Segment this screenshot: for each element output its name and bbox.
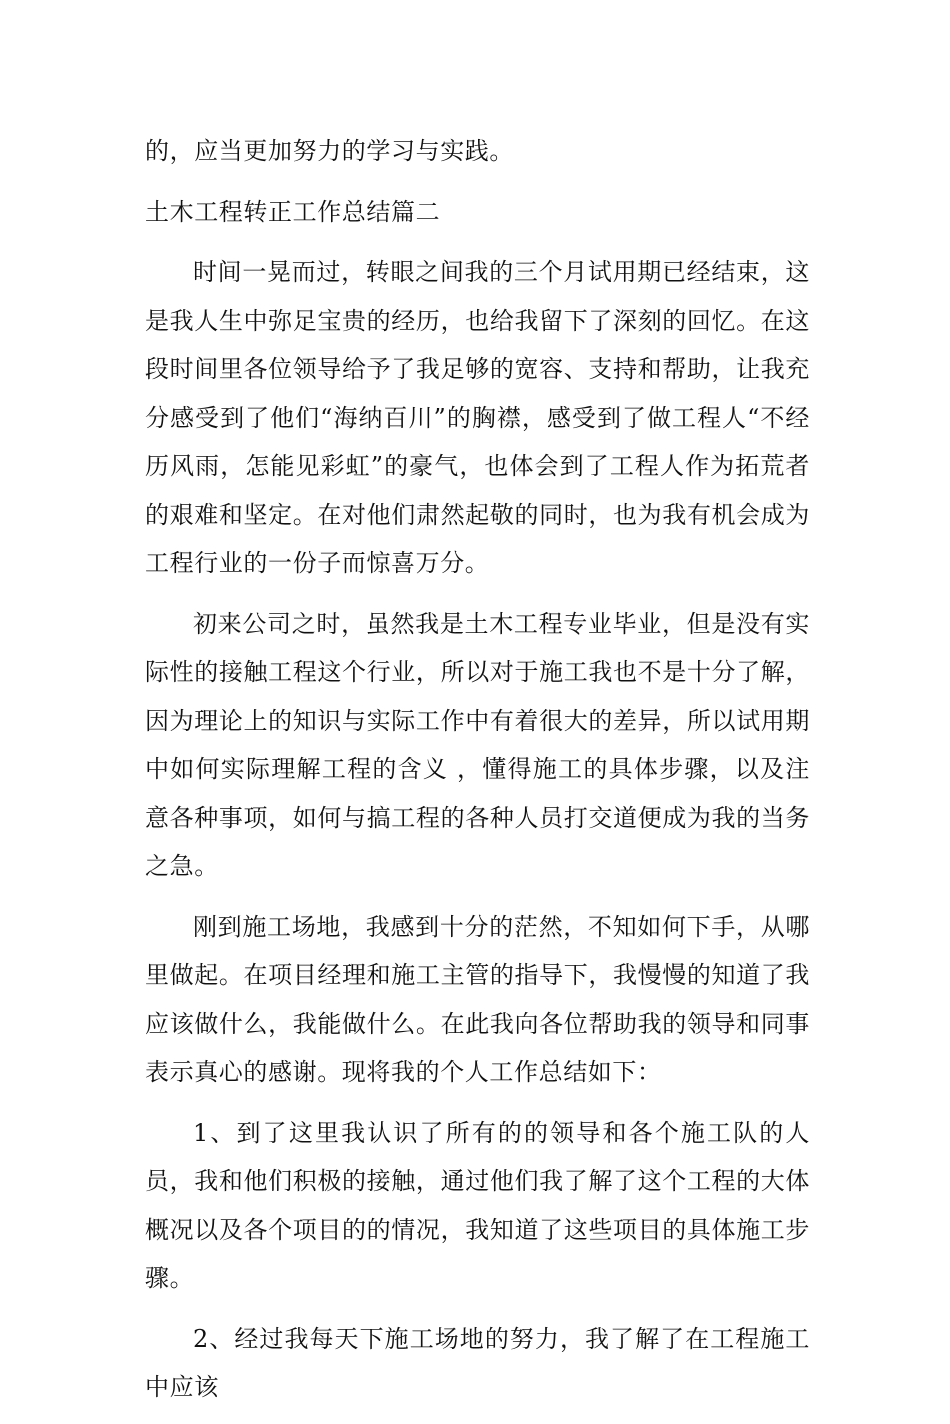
paragraph-3: 刚到施工场地，我感到十分的茫然，不知如何下手，从哪里做起。在项目经理和施工主管的指导下，我慢慢的知道了我应该做什么，我能做什么。在此我向各位帮助我的领导和同事表示真心的感谢。现将我的个人工作总结如下： bbox=[145, 912, 810, 1086]
paragraph-5: 2、经过我每天下施工场地的努力，我了解了在工程施工中应该 bbox=[145, 1324, 810, 1401]
paragraph-2: 初来公司之时，虽然我是土木工程专业毕业，但是没有实际性的接触工程这个行业，所以对于施工我也不是十分了解，因为理论上的知识与实际工作中有着很大的差异，所以试用期中如何实际理解工程的含义 ，懂得施工的具体步骤，以及注意各种事项，如何与搞工程的各种人员打交道便成为我的当务之急。 bbox=[145, 609, 810, 880]
paragraph-4: 1、到了这里我认识了所有的的领导和各个施工队的人员，我和他们积极的接触，通过他们我了解了这个工程的大体概况以及各个项目的的情况，我知道了这些项目的具体施工步骤。 bbox=[145, 1118, 810, 1292]
section-title: 土木工程转正工作总结篇二 bbox=[145, 197, 441, 226]
paragraph-1: 时间一晃而过，转眼之间我的三个月试用期已经结束，这是我人生中弥足宝贵的经历，也给我留下了深刻的回忆。在这段时间里各位领导给予了我足够的宽容、支持和帮助，让我充分感受到了他们“海纳百川”的胸襟，感受到了做工程人“不经历风雨，怎能见彩虹”的豪气，也体会到了工程人作为拓荒者的艰难和坚定。在对他们肃然起敬的同时，也为我有机会成为工程行业的一份子而惊喜万分。 bbox=[145, 258, 810, 577]
document-body bbox=[145, 127, 810, 1424]
continuation-text: 的，应当更加努力的学习与实践。 bbox=[145, 137, 514, 165]
